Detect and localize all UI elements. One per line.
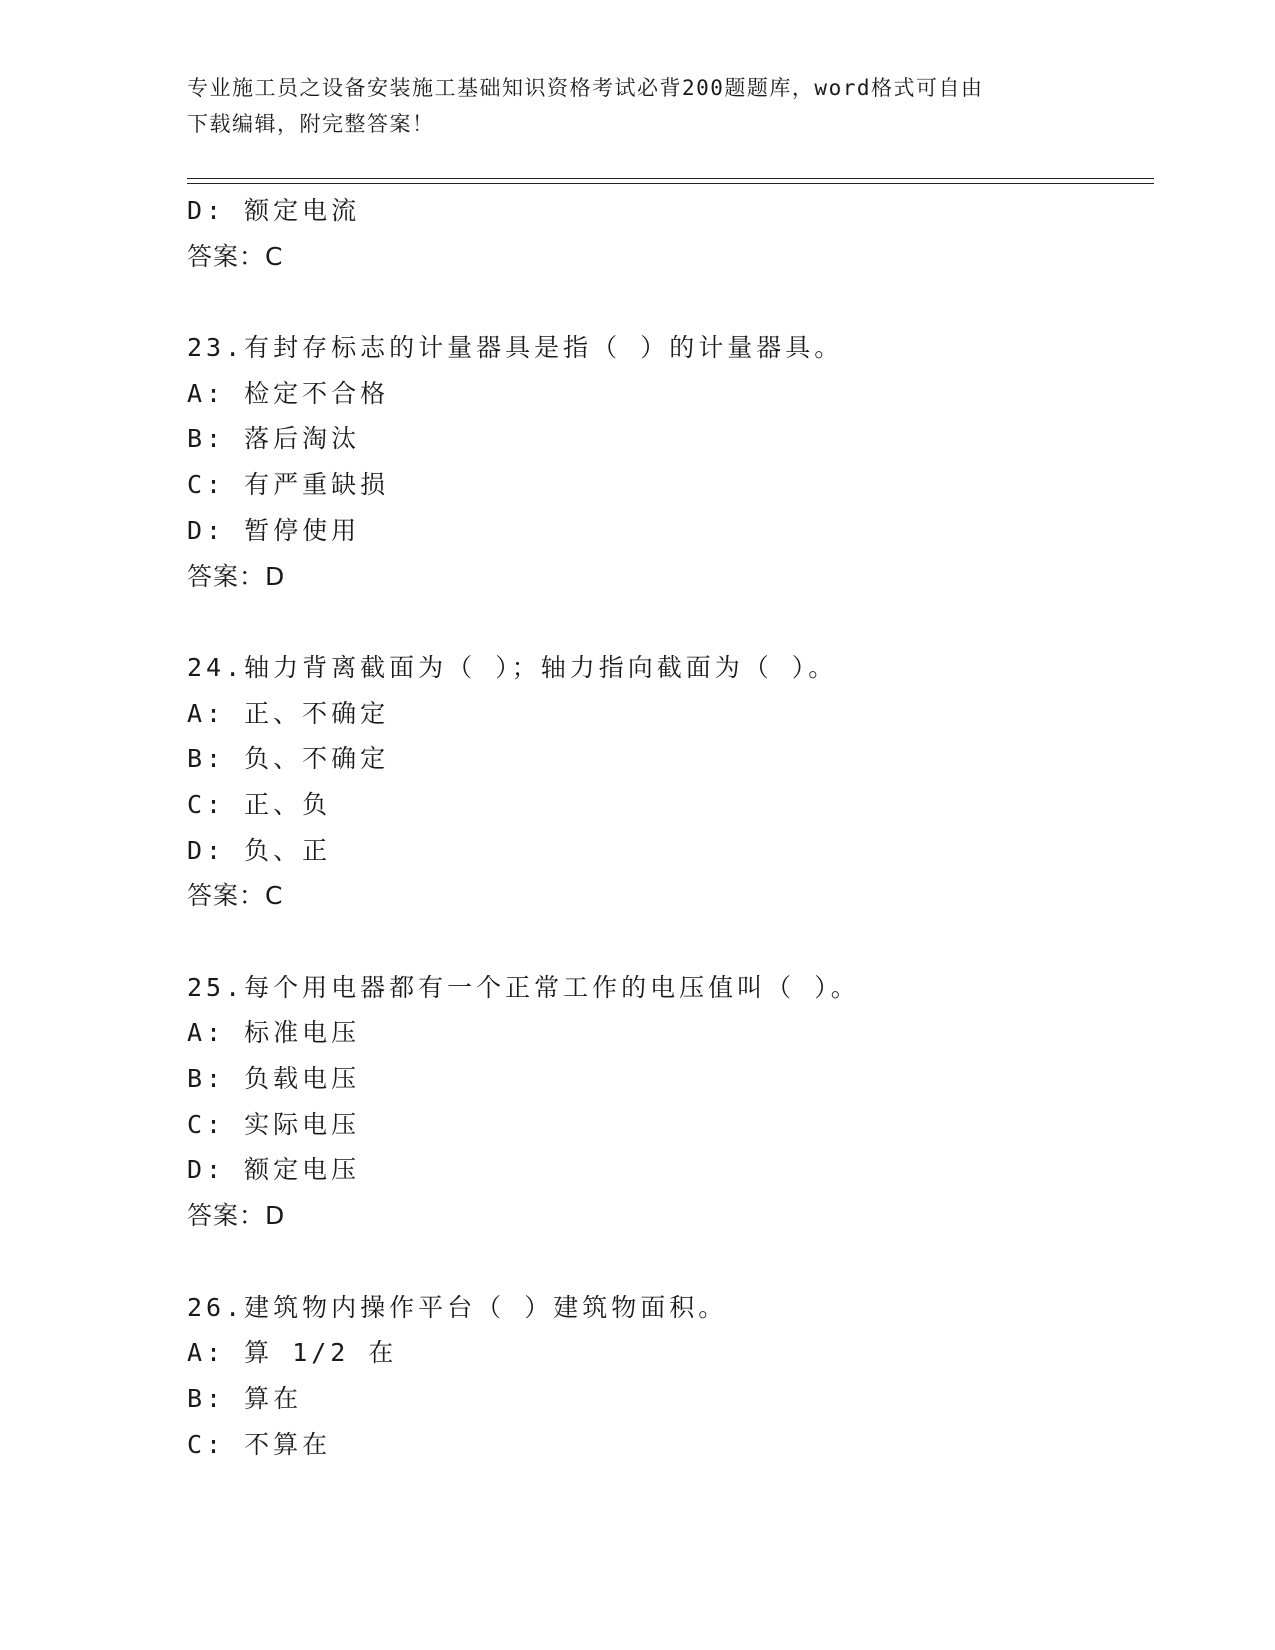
answer-line: 答案：D <box>187 1201 286 1231</box>
header-title-line-2: 下载编辑，附完整答案！ <box>187 112 435 136</box>
question-list <box>187 188 1147 1467</box>
answer-line: 答案：C <box>187 241 284 271</box>
question-25 <box>187 965 1147 1239</box>
header-divider-top <box>187 178 1154 179</box>
question-26 <box>187 1285 1147 1468</box>
option-d: D: 暂停使用 <box>187 515 361 545</box>
question-stem: 26.建筑物内操作平台（ ）建筑物面积。 <box>187 1292 728 1322</box>
document-header <box>187 70 1087 142</box>
spacer <box>187 1239 1147 1285</box>
option-a: A: 标准电压 <box>187 1018 361 1048</box>
question-stem: 25.每个用电器都有一个正常工作的电压值叫（ ）。 <box>187 972 860 1002</box>
question-24 <box>187 645 1147 919</box>
option-c: C: 实际电压 <box>187 1109 361 1139</box>
option-c: C: 正、负 <box>187 789 332 819</box>
question-stem: 23.有封存标志的计量器具是指（ ）的计量器具。 <box>187 333 844 363</box>
option-a: A: 算 1/2 在 <box>187 1338 398 1368</box>
option-b: B: 负载电压 <box>187 1064 361 1094</box>
spacer <box>187 919 1147 965</box>
option-a: A: 正、不确定 <box>187 698 390 728</box>
option-b: B: 算在 <box>187 1383 303 1413</box>
header-divider-bottom <box>187 183 1154 184</box>
option-b: B: 负、不确定 <box>187 744 390 774</box>
header-title-line-1: 专业施工员之设备安装施工基础知识资格考试必背200题题库，word格式可自由 <box>187 76 984 100</box>
question-stem: 24.轴力背离截面为（ ）；轴力指向截面为（ ）。 <box>187 652 838 682</box>
spacer <box>187 599 1147 645</box>
spacer <box>187 279 1147 325</box>
question-23 <box>187 325 1147 599</box>
option-c: C: 有严重缺损 <box>187 470 390 500</box>
question-22-continued <box>187 188 1147 279</box>
option-c: C: 不算在 <box>187 1429 332 1459</box>
option-b: B: 落后淘汰 <box>187 424 361 454</box>
answer-line: 答案：D <box>187 561 286 591</box>
option-d: D: 负、正 <box>187 835 332 865</box>
option-d: D: 额定电流 <box>187 196 361 225</box>
option-d: D: 额定电压 <box>187 1155 361 1185</box>
option-a: A: 检定不合格 <box>187 378 390 408</box>
answer-line: 答案：C <box>187 881 284 911</box>
